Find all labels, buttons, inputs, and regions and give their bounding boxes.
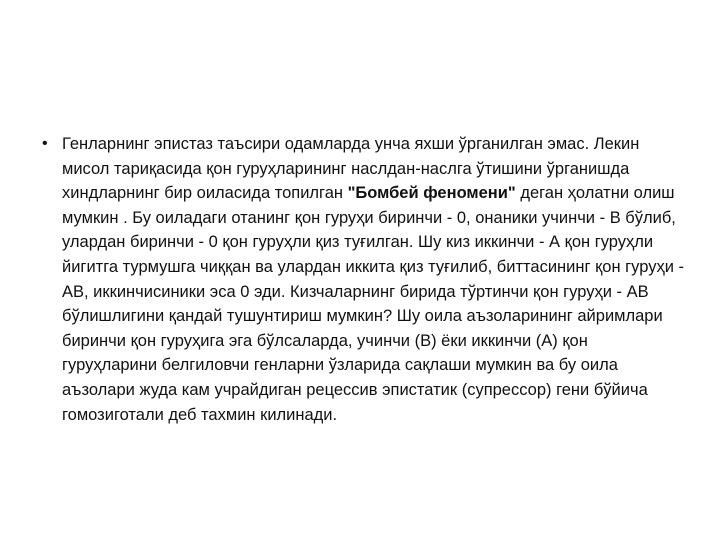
bullet-item [36, 132, 686, 427]
paragraph-text-before: Генларнинг эпистаз таъсири одамларда унча яхши ўрганилган эмас. Лекин мисол тариқасида қон гуруҳларининг наслдан-наслга ўтишини ўрганишда хиндларнинг бир оиласида топилган [62, 135, 640, 203]
bullet-marker: • [42, 135, 48, 152]
bullet-list [36, 132, 686, 427]
paragraph-text-bold: "Бомбей феномени" [347, 184, 516, 203]
slide-content [36, 132, 686, 427]
paragraph-text-after: деган ҳолатни олиш мумкин . Бу оиладаги отанинг қон гуруҳи биринчи - 0, онаники учинчи - В бўлиб, улардан биринчи - 0 қон гуруҳли қиз туғилган. Шу киз иккинчи - А қон гуруҳли йигитга турмушга чиққан ва улардан иккита қиз туғилиб, биттасининг қон гуруҳи - АВ, иккинчисиники эса 0 эди. Кизчаларнинг бирида тўртинчи қон гуруҳи - АВ бўлишлигини қандай тушунтириш мумкин? Шу оила аъзоларининг айримлари биринчи қон гуруҳига эга бўлсаларда, учинчи (В) ёки иккинчи (А) қон гуруҳларини белгиловчи генларни ўзларида сақлаши мумкин ва бу оила аъзолари жуда кам учрайдиган рецессив эпистатик (супрессор) гени бўйича гомозиготали деб тахмин килинади. [62, 184, 685, 424]
